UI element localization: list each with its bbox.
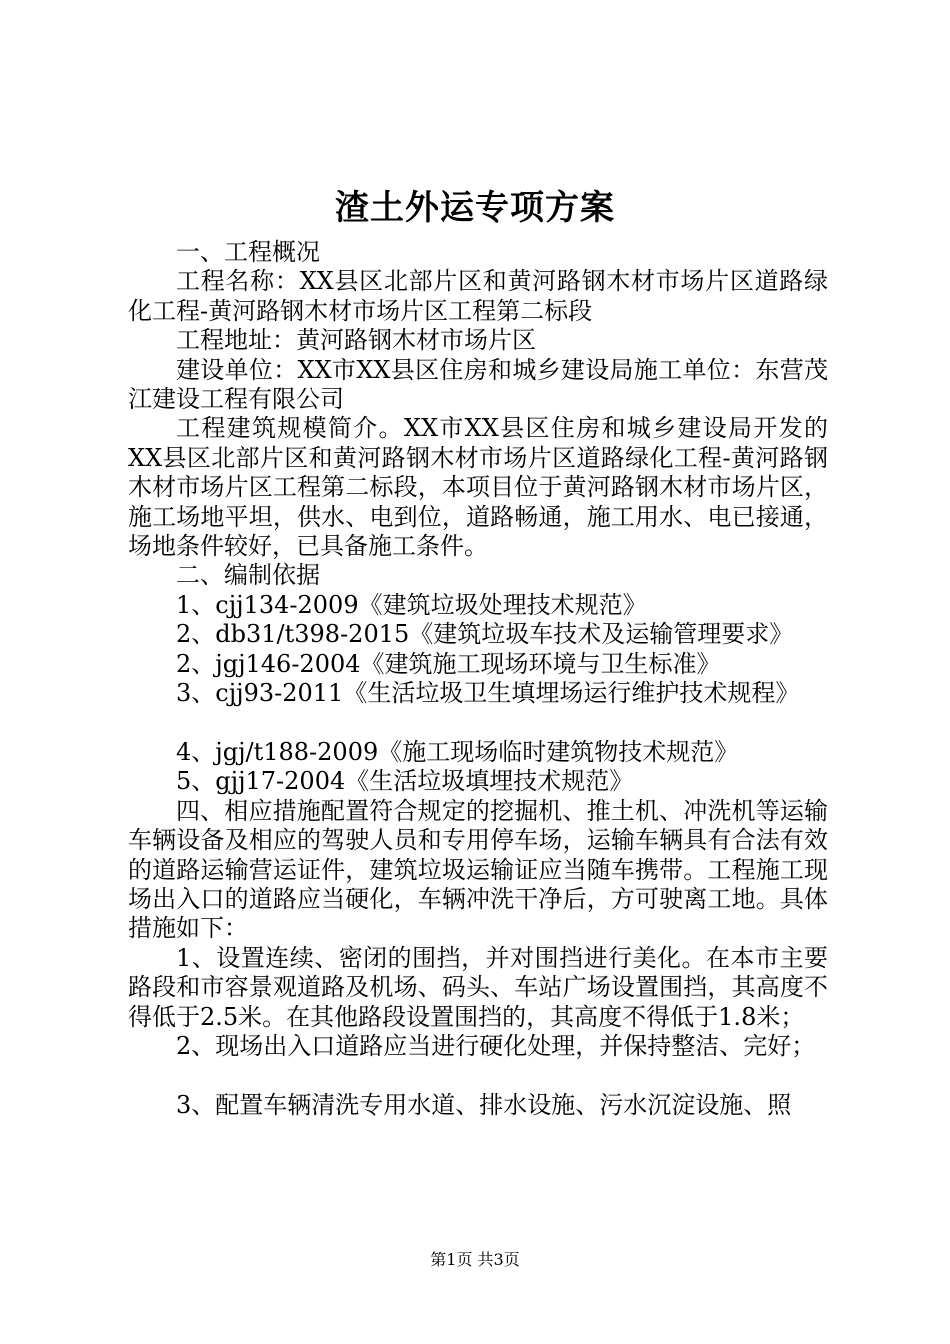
- basis-item: 4、jgj/t188-2009《施工现场临时建筑物技术规范》: [176, 737, 739, 766]
- measure-item: 3、配置车辆清洗专用水道、排水设施、污水沉淀设施、照: [176, 1090, 792, 1119]
- project-scale-paragraph: 工程建筑规模简介。XX市XX县区住房和城乡建设局开发的XX县区北部片区和黄河路钢木材市场片区道路绿化工程-黄河路钢木材市场片区工程第二标段，本项目位于黄河路钢木材市场片区，施工场地平坦，供水、电到位，道路畅通，施工用水、电已接通，场地条件较好，已具备施工条件。: [128, 414, 828, 561]
- document-title: 渣土外运专项方案: [335, 188, 615, 228]
- blank-line: [128, 709, 828, 738]
- basis-item: 1、cjj134-2009《建筑垃圾处理技术规范》: [176, 590, 647, 619]
- basis-item: 3、cjj93-2011《生活垃圾卫生填埋场运行维护技术规程》: [176, 679, 800, 708]
- project-address-paragraph: 工程地址：黄河路钢木材市场片区: [176, 326, 536, 355]
- section-heading-basis: 二、编制依据: [176, 561, 320, 590]
- measure-item: 1、设置连续、密闭的围挡，并对围挡进行美化。在本市主要路段和市容景观道路及机场、码头、车站广场设置围挡，其高度不得低于2.5米。在其他路段设置围挡的，其高度不得低于1.8米；: [128, 943, 828, 1031]
- document-body: [128, 238, 828, 1120]
- page-footer: 第1页 共3页: [430, 1250, 520, 1269]
- project-name-paragraph: 工程名称：XX县区北部片区和黄河路钢木材市场片区道路绿化工程-黄河路钢木材市场片区工程第二标段: [128, 267, 828, 325]
- construction-unit-paragraph: 建设单位：XX市XX县区住房和城乡建设局施工单位：东营茂江建设工程有限公司: [128, 355, 828, 414]
- basis-item: 2、jgj146-2004《建筑施工现场环境与卫生标准》: [176, 649, 721, 678]
- section-heading-overview: 一、工程概况: [176, 238, 320, 266]
- measures-paragraph: 四、相应措施配置符合规定的挖掘机、推土机、冲洗机等运输车辆设备及相应的驾驶人员和专用停车场，运输车辆具有合法有效的道路运输营运证件，建筑垃圾运输证应当随车携带。工程施工现场出入口的道路应当硬化，车辆冲洗干净后，方可驶离工地。具体措施如下：: [128, 796, 828, 943]
- blank-line: [128, 1061, 828, 1090]
- basis-item: 5、gjj17-2004《生活垃圾填埋技术规范》: [176, 767, 634, 796]
- measure-item: 2、现场出入口道路应当进行硬化处理，并保持整洁、完好；: [176, 1031, 816, 1060]
- basis-item: 2、db31/t398-2015《建筑垃圾车技术及运输管理要求》: [176, 620, 794, 649]
